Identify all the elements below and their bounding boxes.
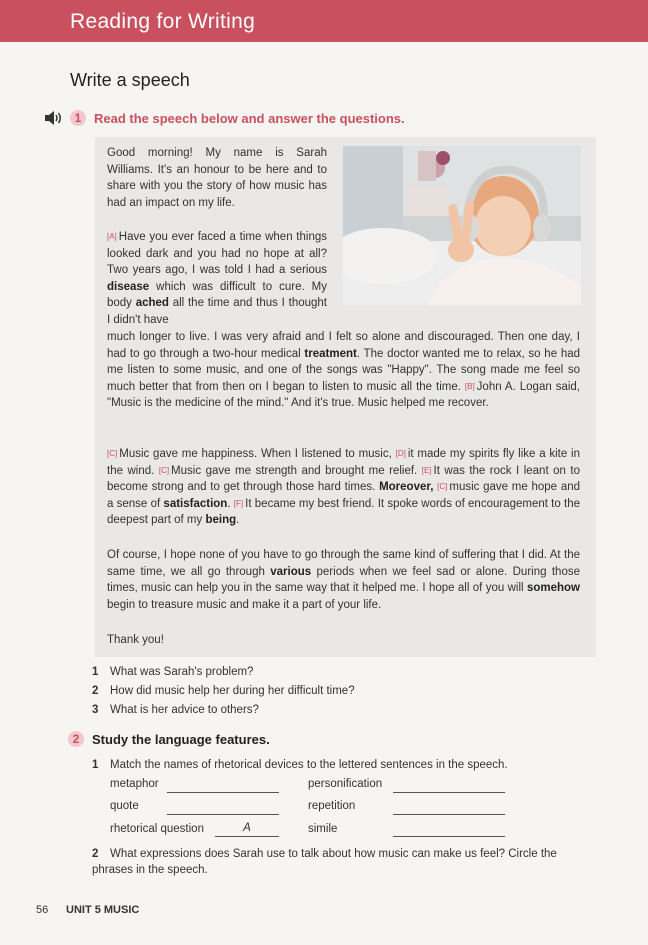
exercise-number-badge: 1 bbox=[70, 110, 86, 126]
device-label-simile: simile bbox=[308, 823, 338, 835]
speech-sentence-b: John A. Logan said, "Music is the medicine of the mind." And it's true. Music helped me recover. bbox=[107, 380, 580, 409]
exercise-2-item-2 bbox=[92, 846, 592, 878]
list-item bbox=[92, 701, 355, 720]
item-text: Match the names of rhetorical devices to the lettered sentences in the speech. bbox=[110, 759, 508, 771]
exercise-2-heading bbox=[68, 730, 270, 748]
exercise-2-instruction: Study the language features. bbox=[92, 731, 270, 747]
word-moreover: Moreover, bbox=[379, 481, 434, 493]
question-number: 2 bbox=[92, 685, 99, 697]
tag-b: [B] bbox=[464, 381, 475, 391]
tag-c-3: [C] bbox=[437, 482, 448, 491]
question-text: What is her advice to others? bbox=[110, 704, 259, 716]
exercise-1-heading bbox=[44, 108, 405, 128]
tag-e: [E] bbox=[421, 465, 432, 475]
closing-part-2: periods when we feel sad or alone. During those times, music can help you in the same way that it helped me. I hope all of you will bbox=[107, 565, 580, 594]
item-number: 1 bbox=[92, 759, 99, 771]
item-text: What expressions does Sarah use to talk about how music can make us feel? Circle the phrases in the speech. bbox=[92, 848, 557, 876]
page-number: 56 bbox=[36, 904, 49, 916]
list-item bbox=[92, 682, 355, 701]
exercise-2-item-1 bbox=[92, 757, 562, 773]
audio-speaker-icon[interactable] bbox=[44, 111, 64, 125]
question-text: What was Sarah's problem? bbox=[110, 666, 254, 678]
device-label-repetition: repetition bbox=[308, 800, 356, 812]
page-header-title: Reading for Writing bbox=[70, 10, 256, 33]
word-satisfaction: satisfaction bbox=[163, 497, 228, 510]
word-being: being bbox=[205, 514, 237, 526]
tag-c-2: [C] bbox=[158, 465, 170, 475]
item-number: 2 bbox=[92, 848, 99, 860]
speech-paragraph-closing bbox=[107, 547, 580, 613]
punct: . bbox=[227, 497, 234, 510]
tag-d: [D] bbox=[395, 449, 406, 458]
speech-sentence-c2: Music gave me strength and brought me relief. bbox=[171, 464, 422, 477]
metaphor-answer-blank[interactable] bbox=[167, 778, 279, 793]
word-various: various bbox=[270, 565, 312, 578]
simile-answer-blank[interactable] bbox=[393, 822, 505, 837]
closing-part-3: begin to treasure music and make it a part of your life. bbox=[107, 598, 382, 611]
speech-paragraph-a-bottom: much longer to live. I was very afraid and I felt so alone and discouraged. Then one day, I had to go through a two-hour medical treatment. The doctor wanted me to relax, so he had me listen to some music, and one of the songs was "Happy". The song made me feel so much better that from then on I began to listen to music all the time. [B] John A. Logan said, "Music is the medicine of the mind." And it's true. Music helped me recover. bbox=[107, 331, 581, 409]
device-label-metaphor: metaphor bbox=[110, 778, 159, 790]
girl-with-headphones-photo bbox=[343, 146, 581, 305]
unit-label: UNIT 5 MUSIC bbox=[66, 904, 140, 916]
device-label-personification: personification bbox=[308, 778, 383, 790]
quote-answer-blank[interactable] bbox=[167, 800, 279, 815]
tag-f: [F] bbox=[233, 498, 244, 508]
speech-thank-you: Thank you! bbox=[107, 634, 164, 646]
speech-sentence-f: It became my best friend. It spoke words of encouragement to the deepest part of my bbox=[107, 497, 581, 526]
speech-paragraph-intro: Good morning! My name is Sarah Williams. It's an honour to be here and to share with you the story of how music has had an impact on my life. bbox=[107, 147, 327, 209]
question-number: 1 bbox=[92, 666, 99, 678]
question-number: 3 bbox=[92, 704, 99, 716]
exercise-number-badge: 2 bbox=[68, 731, 84, 747]
exercise-1-instruction: Read the speech below and answer the questions. bbox=[94, 110, 405, 126]
device-label-rhetorical-question: rhetorical question bbox=[110, 823, 204, 835]
section-title: Write a speech bbox=[70, 70, 190, 90]
speech-sentence-c1: Music gave me happiness. When I listened to music, bbox=[119, 448, 396, 460]
repetition-answer-blank[interactable] bbox=[393, 800, 505, 815]
list-item bbox=[92, 663, 355, 682]
speech-sentence-c3: music gave me hope and a sense of bbox=[107, 481, 581, 510]
speech-paragraph-music bbox=[107, 446, 580, 529]
tag-a: [A] bbox=[107, 232, 117, 241]
speech-sentence-d: it made my spirits fly like a kite in the wind. bbox=[107, 448, 581, 477]
question-list bbox=[92, 663, 355, 720]
word-somehow: somehow bbox=[526, 582, 580, 594]
closing-part-1: Of course, I hope none of you have to go through the same kind of suffering that I did. At the same time, we all go through bbox=[107, 549, 580, 578]
device-label-quote: quote bbox=[110, 800, 139, 812]
question-text: How did music help her during her difficult time? bbox=[110, 685, 355, 697]
speech-paragraph-a-top: [A] Have you ever faced a time when things looked dark and you had no hope at all? Two years ago, I was told I had a serious disease which was difficult to cure. My body ached all the time and thus I thought I didn't have bbox=[107, 231, 327, 326]
personification-answer-blank[interactable] bbox=[393, 778, 505, 793]
rhetorical-question-answer[interactable]: A bbox=[215, 822, 279, 837]
speech-sentence-e: It was the rock I leant on to become strong and to get through those hard times. bbox=[107, 464, 580, 493]
tag-c: [C] bbox=[107, 449, 118, 458]
punct: . bbox=[236, 514, 240, 526]
